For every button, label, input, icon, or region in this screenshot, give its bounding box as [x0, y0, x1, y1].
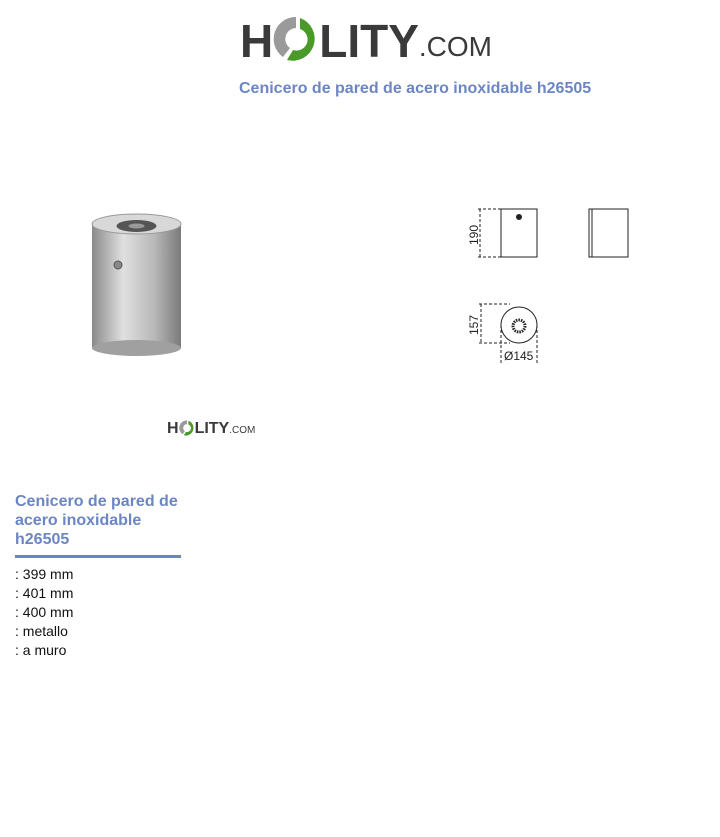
technical-drawing [455, 200, 645, 375]
product-title: Cenicero de pared de acero inoxidable h26505 [15, 492, 181, 558]
height-dimension-label: 190 [467, 224, 481, 245]
diameter-dimension-label: Ø145 [504, 349, 534, 363]
spec-item: : a muro [15, 642, 67, 658]
spec-item: : 401 mm [15, 585, 74, 601]
spec-item: : metallo [15, 623, 68, 639]
brand-logo-small [167, 419, 255, 437]
logo-text: LITY [319, 15, 419, 67]
logo-suffix: .COM [418, 31, 493, 62]
logo-ring-icon [179, 419, 195, 437]
page-title: Cenicero de pared de acero inoxidable h26505 [239, 80, 592, 97]
product-image [90, 210, 185, 358]
logo-ring-icon [273, 14, 319, 64]
logo-text: H [240, 15, 274, 67]
spec-item: : 400 mm [15, 604, 74, 620]
logo-text: LITY [194, 420, 230, 437]
brand-logo [240, 14, 493, 67]
logo-suffix: .COM [229, 425, 256, 436]
logo-text: H [167, 420, 179, 437]
depth-dimension-label: 157 [467, 314, 481, 335]
spec-item: : 399 mm [15, 566, 74, 582]
spec-list [15, 565, 73, 660]
